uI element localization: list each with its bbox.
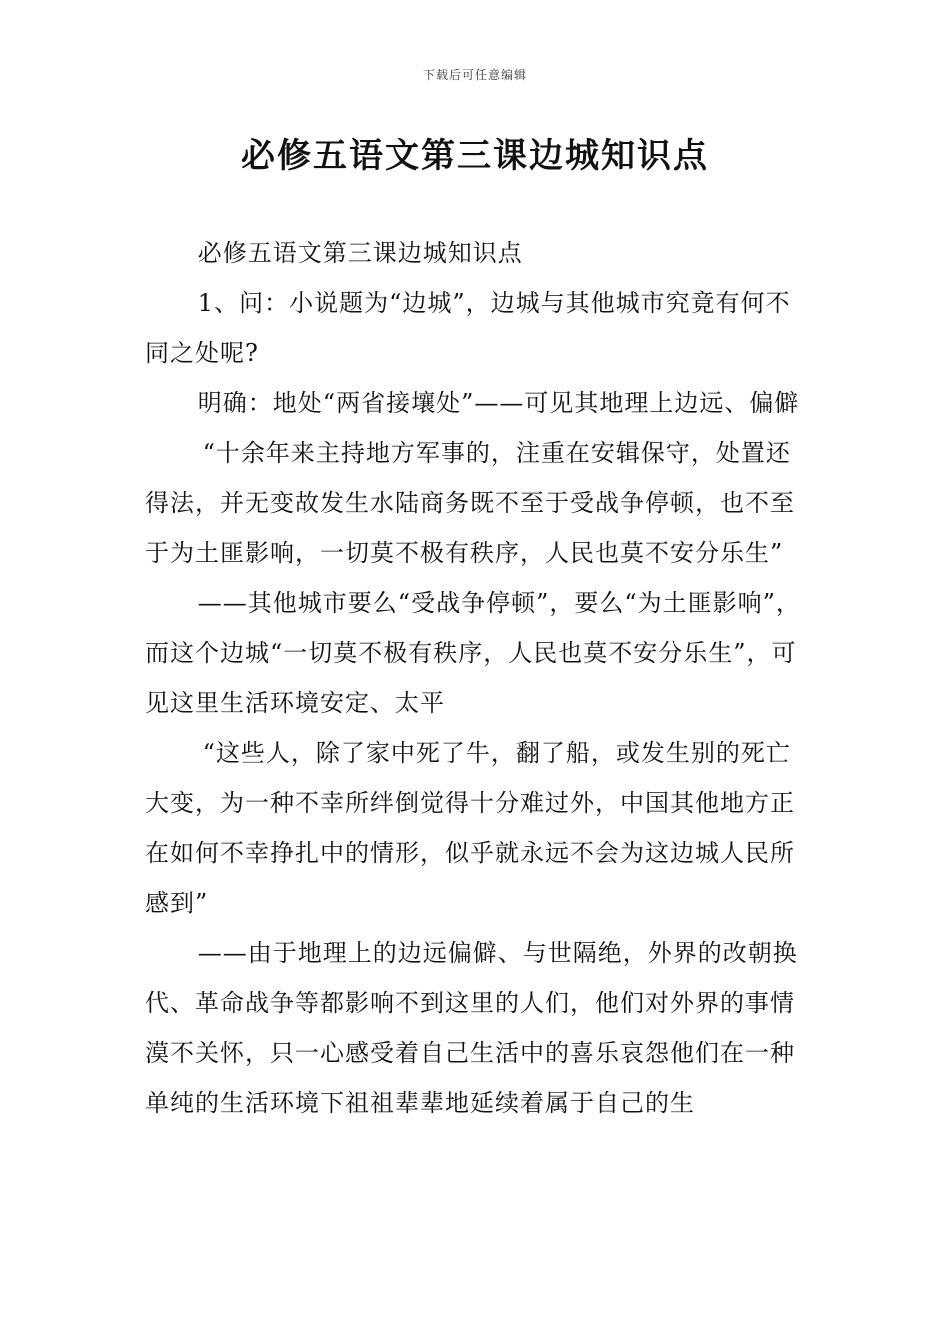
header-note: 下载后可任意编辑 xyxy=(422,68,527,82)
paragraph-answer: 明确：地处“两省接壤处”——可见其地理上边远、偏僻 xyxy=(197,389,800,417)
paragraph-analysis-2: ——由于地理上的边远偏僻、与世隔绝，外界的改朝换代、革命战争等都影响不到这里的人们，他们对外界的事情漠不关怀，只一心感受着自己生活中的喜乐哀怨他们在一种单纯的生活环境下祖祖辈辈地延续着属于自己的生 xyxy=(145,939,798,1117)
paragraph-question: 1、问：小说题为“边城”，边城与其他城市究竟有何不同之处呢? xyxy=(145,289,791,367)
paragraph-quote-1: “十余年来主持地方军事的，注重在安辑保守，处置还得法，并无变故发生水陆商务既不至于受战争停顿，也不至于为土匪影响，一切莫不极有秩序，人民也莫不安分乐生” xyxy=(145,439,795,567)
paragraph-subtitle: 必修五语文第三课边城知识点 xyxy=(197,239,523,267)
paragraph-analysis-1: ——其他城市要么“受战争停顿”，要么“为土匪影响”，而这个边城“一切莫不极有秩序，人民也莫不安分乐生”，可见这里生活环境安定、太平 xyxy=(145,589,801,717)
paragraph-quote-2: “这些人，除了家中死了牛，翻了船，或发生别的死亡大变，为一种不幸所绊倒觉得十分难过外，中国其他地方正在如何不幸挣扎中的情形，似乎就永远不会为这边城人民所感到” xyxy=(145,739,795,917)
document-body xyxy=(145,228,807,1128)
document-title: 必修五语文第三课边城知识点 xyxy=(241,136,709,176)
